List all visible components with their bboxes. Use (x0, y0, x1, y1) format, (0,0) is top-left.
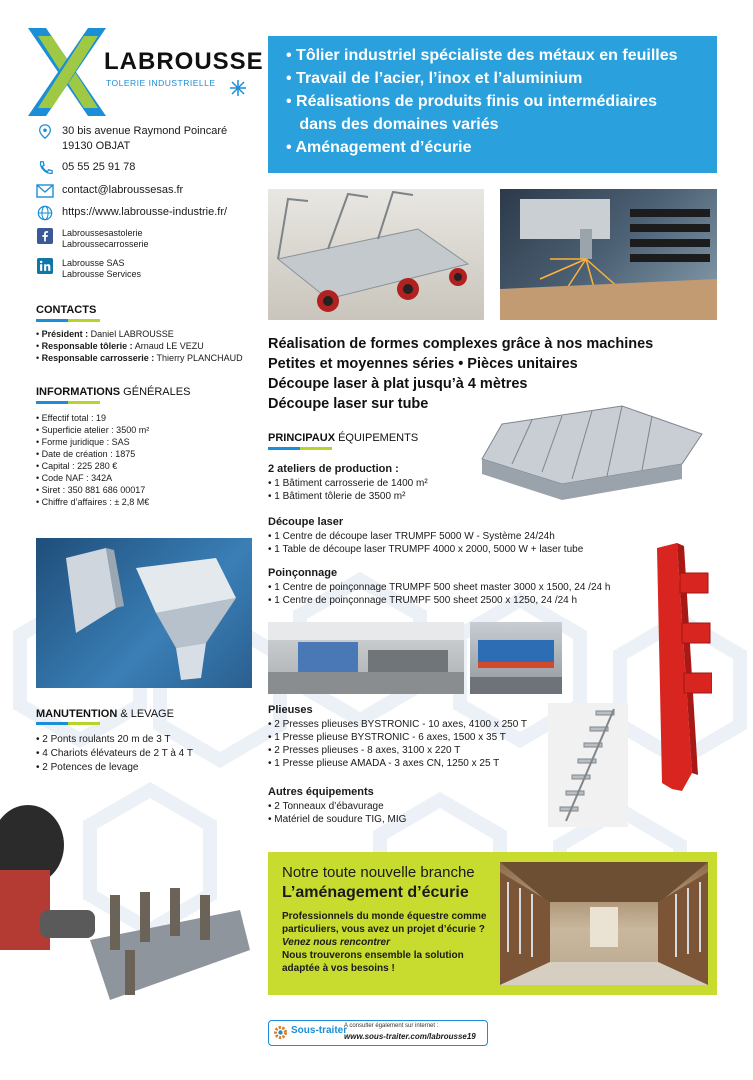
other-equipment-block (268, 785, 406, 826)
handling-underline (36, 722, 100, 725)
logo-subtitle: TOLERIE INDUSTRIELLE (106, 78, 216, 88)
mail-icon (36, 183, 54, 199)
punching-machine-photo (268, 622, 464, 694)
red-display-photo (652, 543, 712, 793)
handling-item: • 2 Potences de levage (36, 762, 139, 773)
highlight-line: • Travail de l’acier, l’inox et l’aluminium (286, 70, 583, 87)
info-item: • Superficie atelier : 3500 m² (36, 425, 150, 435)
linkedin-icon[interactable] (36, 258, 54, 274)
facebook-page-2[interactable]: Labroussecarrosserie (62, 239, 149, 249)
address-row (36, 124, 227, 154)
phone-row (36, 160, 135, 176)
contacts-title: CONTACTS (36, 304, 97, 316)
info-item: • Siret : 350 881 686 00017 (36, 485, 146, 495)
promo-subtitle: L’aménagement d’écurie (282, 884, 469, 901)
laser-cutting-photo (500, 189, 717, 320)
contacts-list (36, 328, 243, 364)
bending-item: • 1 Presse plieuse AMADA - 3 axes CN, 1250 x 25 T (268, 758, 500, 769)
promo-title: Notre toute nouvelle branche (282, 864, 475, 881)
contacts-underline (36, 319, 100, 322)
contact-tolerie: • Responsable tôlerie : Arnaud LE VEZU (36, 341, 204, 351)
bending-item: • 2 Presses plieuses BYSTRONIC - 10 axes, 4100 x 250 T (268, 719, 527, 730)
gear-icon (272, 1024, 289, 1041)
info-item: • Code NAF : 342A (36, 473, 113, 483)
capabilities-headline (268, 334, 653, 414)
sous-traiter-badge[interactable] (268, 1020, 488, 1046)
website-link[interactable]: https://www.labrousse-industrie.fr/ (62, 206, 228, 218)
workshop-item: • 1 Bâtiment carrosserie de 1400 m² (268, 478, 428, 489)
info-item: • Chiffre d’affaires : ± 2,8 M€ (36, 497, 150, 507)
stable-promo-box (268, 852, 717, 995)
highlight-line: • Tôlier industriel spécialiste des métaux en feuilles (286, 47, 678, 64)
equipment-underline (268, 447, 332, 450)
punch-title: Poinçonnage (268, 567, 338, 579)
carts-photo (268, 189, 484, 320)
other-equipment-title: Autres équipements (268, 786, 374, 798)
punch-item: • 1 Centre de poinçonnage TRUMPF 500 sheet 2500 x 1250, 24 /24 h (268, 595, 578, 606)
linkedin-page-1[interactable]: Labrousse SAS (62, 258, 125, 268)
laser-title: Découpe laser (268, 516, 344, 528)
linkedin-row (36, 258, 141, 280)
info-item: • Effectif total : 19 (36, 413, 107, 423)
info-item: • Capital : 225 280 € (36, 461, 118, 471)
phone-icon (36, 160, 54, 176)
promo-cta: Venez nous rencontrer (282, 937, 390, 948)
other-equipment-item: • Matériel de soudure TIG, MIG (268, 814, 407, 825)
highlight-line: • Aménagement d’écurie (286, 139, 472, 156)
highlight-line: • Réalisations de produits finis ou intermédiaires (286, 93, 658, 110)
workshops-title: 2 ateliers de production : (268, 463, 399, 475)
facebook-icon[interactable] (36, 228, 54, 244)
handling-title: MANUTENTION & LEVAGE (36, 708, 174, 720)
laser-item: • 1 Table de découpe laser TRUMPF 4000 x 2000, 5000 W + laser tube (268, 544, 584, 555)
metal-tray-photo (472, 404, 707, 504)
contact-carrosserie: • Responsable carrosserie : Thierry PLANCHAUD (36, 353, 243, 363)
workshop-item: • 1 Bâtiment tôlerie de 3500 m² (268, 491, 406, 502)
logo-x-mark (28, 28, 108, 118)
info-item: • Forme juridique : SAS (36, 437, 130, 447)
other-equipment-item: • 2 Tonneaux d’ébavurage (268, 801, 384, 812)
equipment-title: PRINCIPAUX ÉQUIPEMENTS (268, 432, 419, 444)
handling-item: • 4 Chariots élévateurs de 2 T à 4 T (36, 748, 193, 759)
promo-text: Professionnels du monde équestre comme particuliers, vous avez un projet d’écurie ? Venez nous rencontrer Nous trouverons ensemble la solution adaptée à vos besoins ! (282, 911, 487, 974)
handling-item: • 2 Ponts roulants 20 m de 3 T (36, 734, 171, 745)
hopper-photo (36, 538, 252, 688)
linkedin-page-2[interactable]: Labrousse Services (62, 269, 142, 279)
highlights-box (268, 36, 717, 173)
info-list (36, 412, 149, 508)
info-underline (36, 401, 100, 404)
stable-photo (500, 862, 708, 985)
facebook-row (36, 228, 149, 250)
sous-traiter-url[interactable]: www.sous-traiter.com/labrousse19 (344, 1032, 476, 1041)
press-brake-photo (470, 622, 562, 694)
info-title: INFORMATIONS GÉNÉRALES (36, 386, 191, 398)
welder-photo (0, 800, 255, 1020)
workshops-block (268, 462, 428, 503)
company-logo (28, 28, 264, 118)
sous-traiter-caption: A consulter également sur internet : (344, 1023, 439, 1029)
punch-block (268, 566, 610, 607)
laser-block (268, 515, 583, 556)
globe-icon (36, 205, 54, 221)
contact-president: • Président : Daniel LABROUSSE (36, 329, 174, 339)
sous-traiter-brand: Sous-traiter (291, 1025, 348, 1036)
bending-item: • 2 Presses plieuses - 8 axes, 3100 x 220 T (268, 745, 461, 756)
website-row (36, 205, 227, 221)
email-link[interactable]: contact@labroussesas.fr (62, 184, 184, 196)
email-row (36, 183, 183, 199)
bending-item: • 1 Presse plieuse BYSTRONIC - 6 axes, 1500 x 35 T (268, 732, 506, 743)
headline-line: Découpe laser sur tube (268, 396, 429, 412)
spark-icon (230, 80, 246, 96)
headline-line: Réalisation de formes complexes grâce à nos machines (268, 336, 654, 352)
bending-title: Plieuses (268, 704, 313, 716)
highlight-line: dans des domaines variés (286, 116, 499, 133)
phone-number[interactable]: 05 55 25 91 78 (62, 161, 136, 173)
handling-list (36, 733, 193, 775)
logo-name: LABROUSSE (104, 48, 264, 75)
location-pin-icon (36, 124, 54, 140)
bending-block (268, 703, 527, 770)
address-line1: 30 bis avenue Raymond Poincaré (62, 125, 228, 137)
laser-item: • 1 Centre de découpe laser TRUMPF 5000 W - Système 24/24h (268, 531, 555, 542)
facebook-page-1[interactable]: Labroussesastolerie (62, 228, 143, 238)
headline-line: Petites et moyennes séries • Pièces unitaires (268, 356, 578, 372)
headline-line: Découpe laser à plat jusqu’à 4 mètres (268, 376, 528, 392)
punch-item: • 1 Centre de poinçonnage TRUMPF 500 sheet master 3000 x 1500, 24 /24 h (268, 582, 611, 593)
address-line2: 19130 OBJAT (62, 140, 131, 152)
info-item: • Date de création : 1875 (36, 449, 136, 459)
stairs-photo (548, 703, 628, 827)
